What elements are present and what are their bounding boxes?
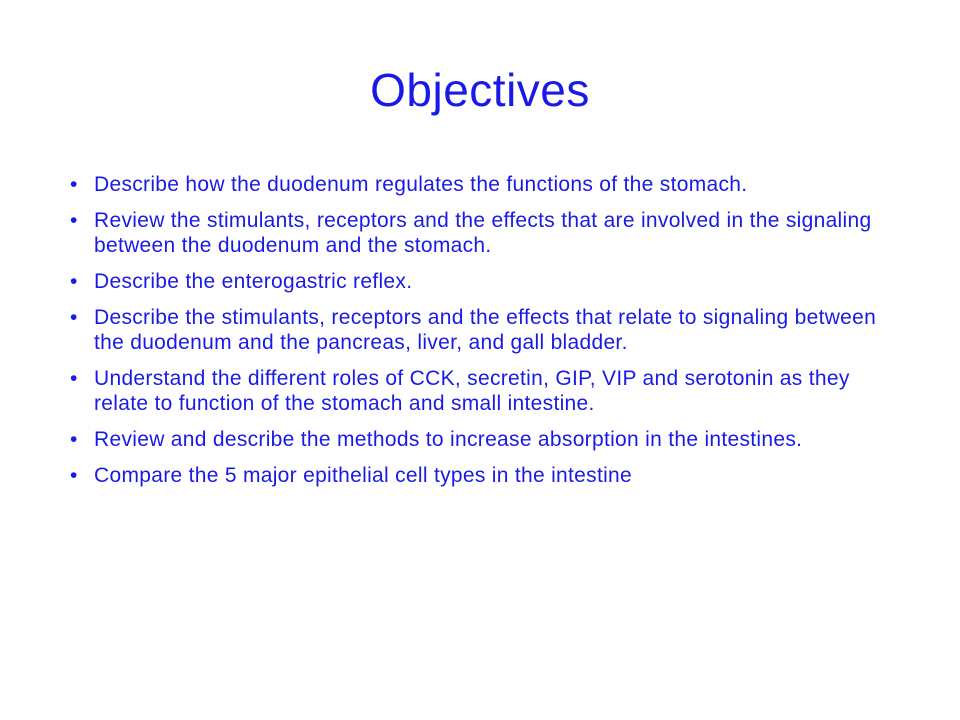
- bullet-icon: •: [70, 306, 78, 329]
- list-item-text: Review and describe the methods to increase absorption in the intestines.: [94, 428, 803, 451]
- list-item-text: Compare the 5 major epithelial cell types in the intestine: [94, 464, 633, 487]
- list-item-text: Review the stimulants, receptors and the effects that are involved in the signaling between the duodenum and the stomach.: [94, 209, 872, 257]
- objectives-list: [70, 172, 910, 499]
- slide-title: Objectives: [370, 64, 590, 116]
- list-item: [70, 208, 910, 258]
- list-item-text: Describe the stimulants, receptors and the effects that relate to signaling between the duodenum and the pancreas, liver, and gall bladder.: [94, 306, 877, 354]
- bullet-icon: •: [70, 464, 78, 487]
- list-item-text: Understand the different roles of CCK, secretin, GIP, VIP and serotonin as they relate to function of the stomach and small intestine.: [94, 367, 850, 415]
- bullet-icon: •: [70, 173, 78, 196]
- list-item-text: Describe the enterogastric reflex.: [94, 270, 413, 293]
- bullet-icon: •: [70, 367, 78, 390]
- list-item: [70, 172, 910, 197]
- list-item: [70, 427, 910, 452]
- list-item: [70, 269, 910, 294]
- bullet-icon: •: [70, 270, 78, 293]
- list-item: [70, 305, 910, 355]
- list-item: [70, 366, 910, 416]
- bullet-icon: •: [70, 209, 78, 232]
- bullet-icon: •: [70, 428, 78, 451]
- list-item-text: Describe how the duodenum regulates the functions of the stomach.: [94, 173, 748, 196]
- list-item: [70, 463, 910, 488]
